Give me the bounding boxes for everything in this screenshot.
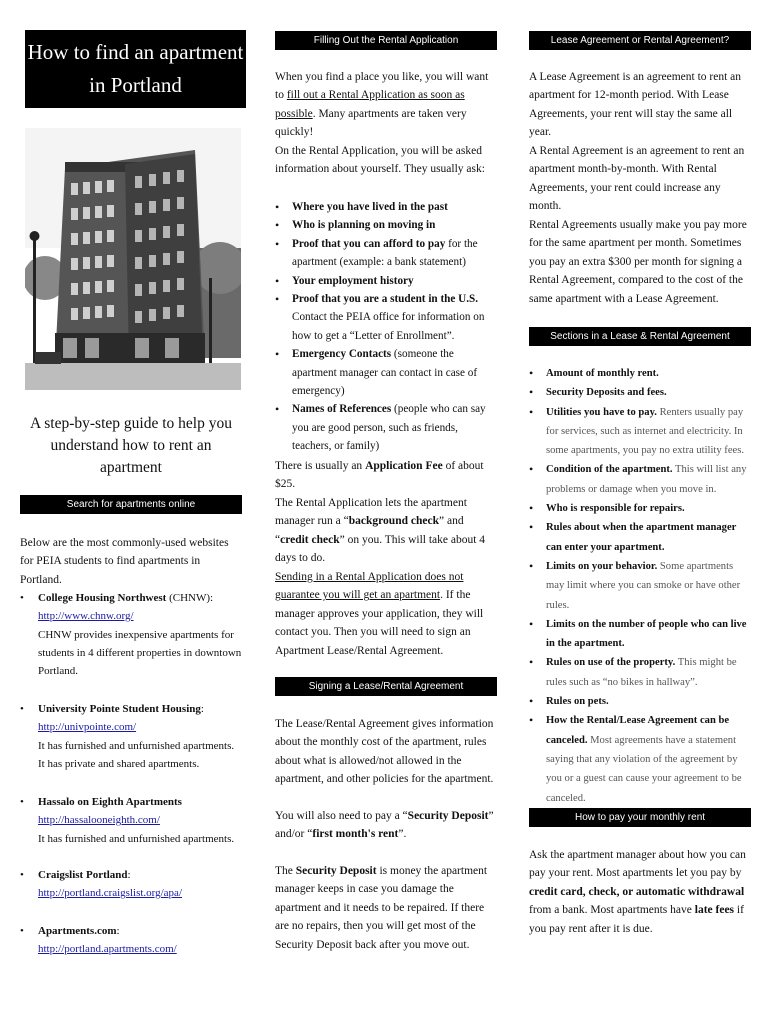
text: . Many apartments are taken very quickly! — [275, 107, 467, 139]
item-bold: Limits on your behavior. — [546, 560, 658, 572]
item-bold: Proof that you can afford to pay — [292, 237, 446, 250]
site-desc: It has furnished and unfurnished apartments. — [38, 832, 235, 845]
lease-info-paragraph: The Lease/Rental Agreement gives information about the monthly cost of the apartment, rules about what is allowed/not allowed in the apartment, and other policies for the apartment. — [275, 718, 494, 786]
item-bold: Who is planning on moving in — [292, 219, 436, 232]
application-fee-paragraph — [275, 457, 497, 494]
text: There is usually an — [275, 460, 366, 472]
underlined-text: fill out a Rental Application as soon as possible — [275, 89, 465, 120]
list-item — [529, 364, 751, 383]
lease-or-rental-header: Lease Agreement or Rental Agreement? — [529, 31, 751, 50]
item-bold: Rules on use of the property. — [546, 657, 676, 669]
rental-application-header: Filling Out the Rental Application — [275, 31, 497, 50]
text: ” and “ — [275, 515, 464, 546]
text: ” and/or “ — [275, 810, 494, 841]
item-bold: Limits on the number of people who can live in the apartment. — [546, 618, 747, 650]
bold-text: credit card, check, or automatic withdrawal — [529, 885, 745, 898]
site-name: University Pointe Student Housing — [38, 703, 201, 715]
item-text: This will list any problems or damage when you move in. — [546, 464, 747, 495]
list-item — [529, 499, 751, 518]
bold-text: Application Fee — [365, 460, 443, 472]
item-bold: Rules about when the apartment manager can enter your apartment. — [546, 522, 737, 553]
item-text: (someone the apartment manager can contact in case of emergency) — [292, 348, 478, 398]
search-intro: Below are the most commonly-used websites for PEIA students to find apartments in Portland. — [20, 537, 229, 586]
text: The Rental Application lets the apartment manager run a “ — [275, 497, 467, 528]
item-bold: Proof that you are a student in the U.S. — [292, 293, 479, 306]
item-text: Some apartments may limit where you can smoke or have other rules. — [546, 560, 741, 611]
bullet: • — [20, 796, 24, 808]
site-hassalo — [20, 793, 242, 848]
text: if you pay rent after it is due. — [529, 904, 744, 935]
item-bold: Where you have lived in the past — [292, 201, 448, 213]
bullet: • — [20, 925, 24, 937]
bold-text: credit check — [280, 533, 340, 546]
site-desc: It has furnished and unfurnished apartments. It has private and shared apartments. — [38, 739, 235, 770]
pay-rent-paragraph — [529, 846, 751, 938]
text: Ask the apartment manager about how you can pay your rent. Most apartments let you pay by — [529, 849, 746, 880]
list-item — [529, 692, 751, 711]
deposit-explanation-paragraph — [275, 862, 497, 954]
item-text: for the apartment (example: a bank statement) — [292, 237, 478, 269]
bold-text: first month's rent — [312, 828, 399, 841]
item-bold: Your employment history — [292, 274, 414, 287]
list-item — [275, 235, 497, 272]
site-name-suffix: : — [200, 703, 204, 715]
subtitle-line-1: A step-by-step guide to help you — [30, 415, 232, 432]
item-text: Contact the PEIA office for information on how to get a “Letter of Enrollment”. — [292, 311, 485, 342]
item-text: (people who can say you are good person, such as friends, teachers, or family) — [292, 403, 486, 453]
site-link[interactable]: http://hassalooneighth.com/ — [38, 814, 160, 827]
bold-text: late fees — [694, 904, 735, 917]
subtitle-line-2: understand how to rent an apartment — [50, 437, 212, 476]
site-name-suffix: : — [116, 925, 120, 937]
list-item — [529, 711, 751, 807]
site-name-suffix: (CHNW): — [166, 592, 214, 604]
text: The — [275, 865, 296, 877]
list-item — [275, 198, 497, 216]
list-item — [529, 518, 751, 557]
site-name-suffix: : — [127, 869, 131, 881]
site-link[interactable]: http://portland.apartments.com/ — [38, 943, 177, 956]
site-name: College Housing Northwest — [38, 592, 167, 604]
subtitle — [20, 413, 242, 479]
application-asks-paragraph: On the Rental Application, you will be asked information about yourself. They usually ask: — [275, 145, 485, 176]
item-text: Renters usually pay for services, such as internet and electricity. In some apartments, you pay no extra utility fees. — [546, 406, 744, 457]
text: . If the manager approves your application, they will contact you. Then you will need to sign an Apartment Lease/Rental Agreement. — [275, 589, 484, 657]
item-bold: Rules on pets. — [546, 696, 609, 708]
item-bold: Condition of the apartment. — [546, 464, 673, 476]
site-name: Apartments.com — [38, 925, 117, 937]
fill-out-paragraph — [275, 68, 497, 142]
site-apartments-com — [20, 922, 242, 959]
text: ”. — [398, 828, 407, 841]
sections-header: Sections in a Lease & Rental Agreement — [529, 327, 751, 346]
signing-lease-header: Signing a Lease/Rental Agreement — [275, 677, 497, 696]
text: from a bank. Most apartments have — [529, 904, 695, 917]
list-item — [529, 460, 751, 499]
building-photo — [25, 128, 241, 390]
bold-text: Security Deposit — [407, 810, 489, 822]
item-bold: Utilities you have to pay. — [546, 406, 657, 418]
brochure-title — [25, 30, 246, 108]
text: of about $25. — [275, 460, 484, 491]
item-bold: Security Deposits and fees. — [546, 387, 667, 399]
pay-rent-header: How to pay your monthly rent — [529, 808, 751, 827]
security-deposit-paragraph — [275, 807, 497, 844]
list-item — [275, 216, 497, 234]
background-check-paragraph — [275, 494, 497, 568]
bold-text: Security Deposit — [295, 865, 377, 877]
site-chnw — [20, 589, 242, 680]
list-item — [529, 615, 751, 654]
item-bold: Emergency Contacts — [292, 348, 392, 361]
item-bold: Names of References — [292, 403, 392, 416]
text: You will also need to pay a “ — [275, 810, 408, 822]
rental-cost-paragraph: Rental Agreements usually make you pay more for the same apartment per month. Sometimes you pay an extra $300 per month for signing a Rental Agreement, compared to the cost of the same apartment with a Lease Agreement. — [529, 219, 747, 305]
site-link[interactable]: http://univpointe.com/ — [38, 721, 137, 734]
item-bold: Amount of monthly rent. — [546, 368, 659, 379]
text: is money the apartment manager keeps in case you damage the apartment and it needs to be repaired. If there are no repairs, then you will get most of the Security Deposit back after you move out. — [275, 865, 488, 951]
site-link[interactable]: http://portland.craigslist.org/apa/ — [38, 887, 182, 900]
item-bold: How the Rental/Lease Agreement can be canceled. — [546, 715, 730, 746]
underlined-text: Sending in a Rental Application does not guarantee you will get an apartment — [275, 571, 464, 602]
list-item — [529, 403, 751, 461]
bold-text: background check — [348, 515, 439, 528]
application-asks-list — [275, 198, 497, 456]
site-university-pointe — [20, 700, 242, 773]
list-item — [275, 400, 497, 455]
bullet: • — [20, 869, 24, 881]
rental-agreement-paragraph: A Rental Agreement is an agreement to rent an apartment month-by-month. With Rental Agreements, your rent could increase any month. — [529, 145, 745, 213]
site-link[interactable]: http://www.chnw.org/ — [38, 610, 134, 623]
list-item — [275, 345, 497, 400]
site-name: Hassalo on Eighth Apartments — [38, 796, 182, 808]
item-text: Most agreements have a statement saying that any violation of the agreement by you or a guest can cause your agreement to be canceled. — [546, 734, 742, 804]
list-item — [529, 557, 751, 615]
search-header: Search for apartments online — [20, 495, 242, 514]
list-item — [275, 272, 497, 290]
sections-list — [529, 364, 751, 808]
site-name: Craigslist Portland — [38, 869, 128, 881]
lease-agreement-paragraph: A Lease Agreement is an agreement to rent an apartment for 12-month period. With Lease Agreements, your rent will stay the same all year. — [529, 71, 742, 139]
text: When you find a place you like, you will want to — [275, 71, 489, 102]
item-bold: Who is responsible for repairs. — [546, 503, 685, 515]
site-desc: CHNW provides inexpensive apartments for students in 4 different properties in downtown Portland. — [38, 628, 242, 678]
title-line-1: How to find an apartment — [27, 40, 244, 64]
list-item — [529, 383, 751, 402]
title-line-2: in Portland — [89, 73, 182, 97]
text: ” on you. This will take about 4 days to do. — [275, 533, 486, 565]
list-item — [275, 290, 497, 345]
bullet: • — [20, 703, 24, 715]
bullet: • — [20, 592, 24, 604]
sending-application-paragraph — [275, 568, 497, 660]
list-item — [529, 653, 751, 692]
item-text: This might be rules such as “no bikes in hallway”. — [546, 657, 737, 688]
site-craigslist — [20, 866, 242, 903]
